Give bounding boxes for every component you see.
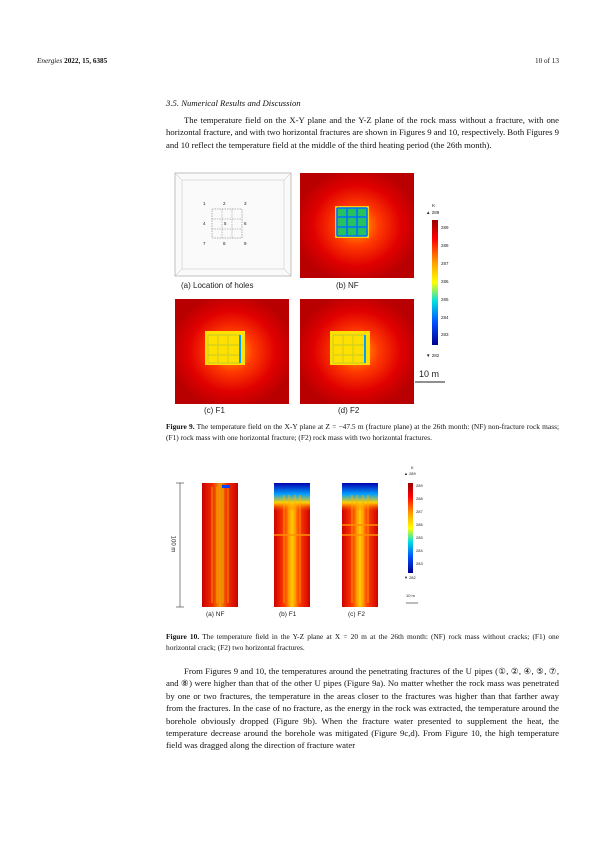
panel-label-a: (a) Location of holes [181, 281, 254, 290]
figure-9-caption [166, 422, 559, 443]
caption-text: The temperature field on the X-Y plane at Z = −47.5 m (fracture plane) at the 26th month: (NF) non-fracture rock mass; (F1) rock mass with one horizontal fracture; (F2) rock mass with two horizontal fractures. [166, 422, 559, 442]
colorbar-tick: 284 [441, 315, 449, 320]
panel-c-f1 [175, 299, 289, 404]
page-number: 10 of 13 [535, 57, 559, 65]
colorbar-tick: 287 [416, 509, 423, 514]
depth-label: 100 m [169, 535, 176, 553]
panel-a-holes [175, 173, 291, 276]
colorbar-max: ▲ 289 [426, 210, 440, 215]
scale-label: 10 m [406, 593, 415, 598]
figure-9-graphic [166, 165, 466, 417]
panel-label-b: (b) F1 [279, 611, 297, 618]
colorbar-tick: 289 [416, 483, 423, 488]
panel-label-c: (c) F1 [204, 406, 225, 415]
colorbar-tick: 283 [416, 561, 423, 566]
colorbar [432, 220, 438, 345]
figure-10-caption [166, 632, 559, 653]
colorbar-unit: K [411, 465, 414, 470]
panel-label-a: (a) NF [206, 611, 225, 618]
colorbar-unit: K [432, 203, 436, 208]
hole-number: 1 [203, 201, 206, 206]
caption-label: Figure 10. [166, 632, 200, 641]
colorbar-tick: 289 [441, 225, 449, 230]
hole-number: 6 [244, 221, 247, 226]
colorbar-tick: 283 [441, 332, 449, 337]
colorbar-tick: 287 [441, 261, 449, 266]
hole-number: 5 [224, 221, 227, 226]
scale-label: 10 m [419, 369, 440, 379]
colorbar-tick: 285 [441, 297, 449, 302]
colorbar-min: ▼ 282 [426, 353, 440, 358]
hole-number: 4 [203, 221, 206, 226]
journal-name: Energies [37, 57, 63, 65]
hole-number: 9 [244, 241, 247, 246]
paragraph-results: From Figures 9 and 10, the temperatures around the penetrating fractures of the U pipes (①, ②, ④, ⑤, ⑦, and ⑧) were higher than that of the other U pipes (Figure 9a). No matter whether the rock mass was penetrated by one or two fractures, the temperature in the areas closer to the fractures was higher than that farther away from the fractures. In the case of no fracture, as the energy in the rock was extracted, the temperature around the borehole obviously dropped (Figure 9b). When the fracture water presented to supplement the heat, the temperature decrease around the borehole was mitigated (Figure 9c,d). From Figure 10, the high temperature field was dragged along the direction of fracture water [166, 666, 559, 751]
caption-label: Figure 9. [166, 422, 195, 431]
colorbar-min: ▼ 282 [404, 575, 416, 580]
running-header [37, 57, 107, 65]
journal-citation: 2022, 15, 6385 [64, 57, 108, 65]
caption-text: The temperature field in the Y-Z plane at X = 20 m at the 26th month: (NF) rock mass without cracks; (F1) one horizontal crack; (F2) two horizontal fractures. [166, 632, 559, 652]
paragraph-intro: The temperature field on the X-Y plane and the Y-Z plane of the rock mass without a fracture, with one horizontal fracture, and with two horizontal fractures are shown in Figures 9 and 10, respectively. Both Figures 9 and 10 reflect the temperature field at the middle of the third heating period (the 26th month). [166, 115, 559, 150]
panel-d-f2 [300, 299, 414, 404]
panel-a-nf [202, 483, 238, 607]
figure-9 [166, 165, 466, 417]
colorbar-tick: 285 [416, 535, 423, 540]
section-title: 3.5. Numerical Results and Discussion [166, 98, 301, 108]
hole-number: 7 [203, 241, 206, 246]
colorbar [408, 483, 413, 573]
colorbar-tick: 286 [441, 279, 449, 284]
panel-c-f2 [342, 483, 378, 607]
colorbar-tick: 288 [441, 243, 449, 248]
figure-10-graphic [166, 465, 446, 623]
panel-label-c: (c) F2 [348, 611, 365, 618]
colorbar-tick: 288 [416, 496, 423, 501]
colorbar-max: ▲ 289 [404, 471, 416, 476]
panel-b-f1 [274, 483, 310, 607]
panel-label-b: (b) NF [336, 281, 359, 290]
figure-10 [166, 465, 446, 623]
hole-number: 2 [223, 201, 226, 206]
panel-b-nf [300, 173, 414, 278]
panel-label-d: (d) F2 [338, 406, 360, 415]
hole-number: 8 [223, 241, 226, 246]
colorbar-tick: 286 [416, 522, 423, 527]
colorbar-tick: 284 [416, 548, 423, 553]
hole-number: 3 [244, 201, 247, 206]
